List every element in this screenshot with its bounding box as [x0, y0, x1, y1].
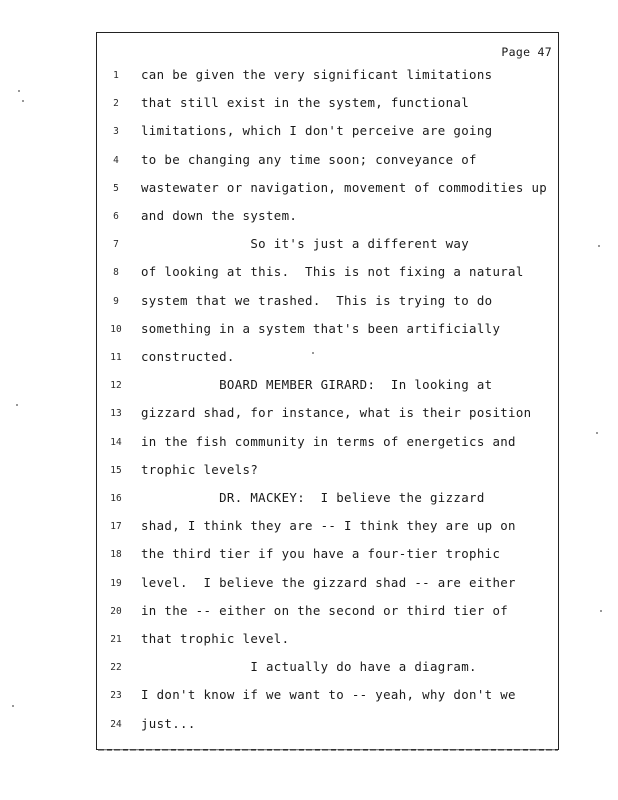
line-text: gizzard shad, for instance, what is their position: [141, 405, 532, 421]
transcript-line: [97, 405, 558, 425]
line-text: shad, I think they are -- I think they are up on: [141, 518, 516, 534]
line-text: in the fish community in terms of energetics and: [141, 433, 516, 449]
line-number: 14: [110, 436, 122, 448]
scan-edge-noise: [98, 749, 558, 751]
line-number: 19: [110, 577, 122, 589]
line-number: 18: [110, 549, 122, 561]
scan-speck: [16, 404, 18, 406]
line-number: 4: [113, 154, 119, 166]
line-number: 23: [110, 690, 122, 702]
line-number: 17: [110, 521, 122, 533]
transcript-line: [97, 603, 558, 623]
transcript-line: [97, 434, 558, 454]
line-text: level. I believe the gizzard shad -- are either: [141, 574, 516, 590]
transcript-line: [97, 687, 558, 707]
line-text: that still exist in the system, functional: [141, 95, 470, 111]
transcript-line: [97, 321, 558, 341]
line-number: 9: [113, 295, 119, 307]
line-text: So it's just a different way: [141, 236, 470, 252]
transcript-page: [96, 32, 559, 750]
line-text: system that we trashed. This is trying to do: [141, 292, 493, 308]
line-number: 10: [110, 323, 122, 335]
scan-speck: [18, 90, 20, 92]
scan-speck: [12, 705, 14, 707]
line-text: in the -- either on the second or third tier of: [141, 602, 509, 618]
transcript-line: [97, 293, 558, 313]
line-text: that trophic level.: [141, 631, 290, 646]
line-text: I don't know if we want to -- yeah, why don't we: [141, 687, 516, 703]
line-text: DR. MACKEY: I believe the gizzard: [141, 490, 485, 505]
line-number: 3: [113, 126, 119, 138]
line-text: constructed.: [141, 349, 235, 364]
line-number: 12: [110, 380, 122, 392]
scan-speck: [312, 352, 314, 354]
transcript-line: [97, 67, 558, 87]
line-number: 15: [110, 464, 122, 476]
line-number: 24: [110, 718, 122, 730]
line-number: 16: [110, 493, 122, 504]
scan-speck: [598, 245, 600, 247]
line-text: wastewater or navigation, movement of commodities up: [141, 179, 548, 195]
transcript-line: [97, 208, 558, 228]
line-text: trophic levels?: [141, 461, 259, 477]
line-text: just...: [141, 715, 196, 731]
line-number: 8: [113, 267, 119, 279]
transcript-line: [97, 123, 558, 143]
transcript-line: [97, 716, 558, 736]
transcript-line: [97, 377, 558, 397]
line-number: 5: [113, 182, 119, 194]
line-number: 13: [110, 408, 122, 420]
line-number: 22: [110, 662, 122, 674]
line-number: 1: [113, 70, 119, 81]
transcript-line: [97, 490, 558, 510]
scan-speck: [596, 432, 598, 434]
scan-speck: [22, 100, 24, 102]
transcript-line: [97, 349, 558, 369]
transcript-line: [97, 95, 558, 115]
transcript-line: [97, 180, 558, 200]
line-number: 11: [110, 352, 122, 363]
transcript-line: [97, 264, 558, 284]
transcript-line: [97, 518, 558, 538]
line-text: the third tier if you have a four-tier trophic: [141, 546, 501, 562]
line-text: to be changing any time soon; conveyance of: [141, 151, 477, 167]
transcript-line: [97, 575, 558, 595]
line-number: 7: [113, 239, 119, 251]
line-text: of looking at this. This is not fixing a natural: [141, 264, 524, 280]
transcript-line: [97, 659, 558, 679]
transcript-line: [97, 546, 558, 566]
line-text: BOARD MEMBER GIRARD: In looking at: [141, 377, 493, 393]
line-number: 2: [113, 98, 119, 110]
scan-speck: [600, 610, 602, 612]
line-text: limitations, which I don't perceive are going: [141, 123, 493, 139]
transcript-line: [97, 152, 558, 172]
line-text: something in a system that's been artificially: [141, 320, 501, 336]
page-number: Page 47: [501, 45, 552, 59]
line-text: can be given the very significant limitations: [141, 67, 493, 82]
line-text: I actually do have a diagram.: [141, 659, 477, 675]
line-number: 20: [110, 605, 122, 617]
line-number: 6: [113, 211, 119, 222]
transcript-line: [97, 462, 558, 482]
transcript-line: [97, 236, 558, 256]
line-number: 21: [110, 634, 122, 645]
transcript-line: [97, 631, 558, 651]
line-text: and down the system.: [141, 208, 298, 223]
